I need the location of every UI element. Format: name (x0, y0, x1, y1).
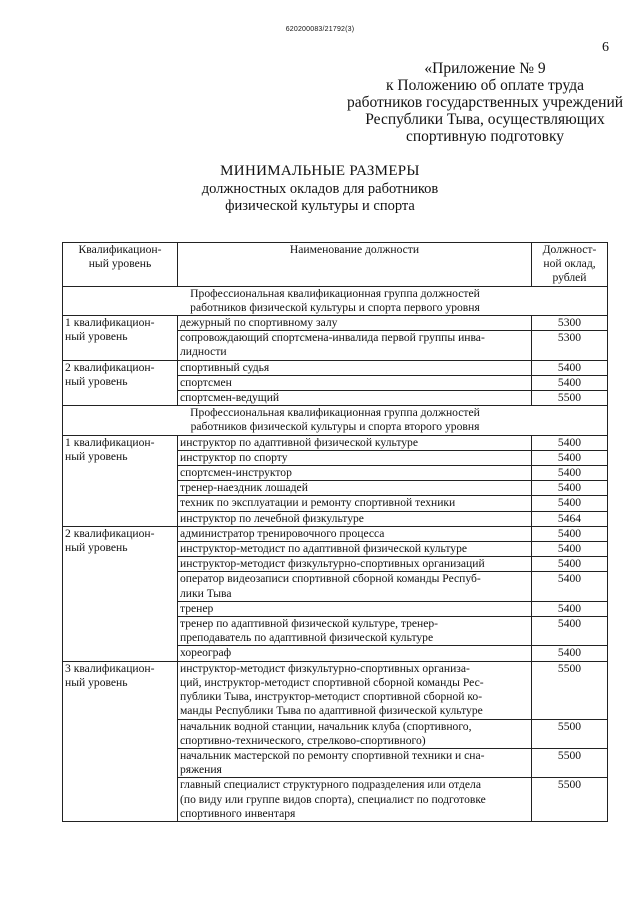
qualification-level: 2 квалификацион- ный уровень (63, 526, 178, 661)
salary-value: 5400 (532, 601, 608, 616)
title-line: МИНИМАЛЬНЫЕ РАЗМЕРЫ (220, 163, 420, 179)
title-line: физической культуры и спорта (225, 198, 415, 214)
position-name: тренер-наездник лошадей (178, 481, 532, 496)
appendix-line: «Приложение № 9 (424, 60, 546, 77)
position-name: инструктор-методист по адаптивной физической культуре (178, 542, 532, 557)
salary-value: 5300 (532, 331, 608, 360)
salary-value: 5400 (532, 646, 608, 661)
salary-value: 5400 (532, 617, 608, 646)
position-name: начальник мастерской по ремонту спортивной техники и сна- ряжения (178, 748, 532, 777)
salary-value: 5500 (532, 748, 608, 777)
position-name: техник по эксплуатации и ремонту спортивной техники (178, 496, 532, 511)
salary-value: 5400 (532, 526, 608, 541)
salary-value: 5500 (532, 719, 608, 748)
position-name: спортсмен-инструктор (178, 466, 532, 481)
appendix-line: работников государственных учреждений (346, 94, 624, 111)
salary-value: 5400 (532, 360, 608, 375)
salary-value: 5400 (532, 375, 608, 390)
salary-value: 5400 (532, 572, 608, 601)
position-name: спортивный судья (178, 360, 532, 375)
group-caption-row (63, 406, 608, 435)
salary-value: 5400 (532, 450, 608, 465)
position-name: инструктор по лечебной физкультуре (178, 511, 532, 526)
qualification-level: 1 квалификацион- ный уровень (63, 435, 178, 526)
position-name: тренер (178, 601, 532, 616)
group-caption: Профессиональная квалификационная группа должностей работников физической культуры и спорта первого уровня (63, 286, 608, 315)
position-name: инструктор-методист физкультурно-спортивных организаций (178, 557, 532, 572)
appendix-line: спортивную подготовку (405, 128, 565, 145)
salary-value: 5500 (532, 391, 608, 406)
salary-value: 5500 (532, 778, 608, 822)
salary-value: 5464 (532, 511, 608, 526)
salary-value: 5400 (532, 557, 608, 572)
salary-value: 5400 (532, 435, 608, 450)
table-row (63, 661, 608, 719)
appendix-line: к Положению об оплате труда (385, 77, 585, 94)
qualification-level: 1 квалификацион- ный уровень (63, 316, 178, 361)
position-name: администратор тренировочного процесса (178, 526, 532, 541)
qualification-level: 3 квалификацион- ный уровень (63, 661, 178, 821)
position-name: инструктор по спорту (178, 450, 532, 465)
group-caption-row (63, 286, 608, 315)
position-name: оператор видеозаписи спортивной сборной команды Респуб- лики Тыва (178, 572, 532, 601)
title-line: должностных окладов для работников (201, 180, 439, 197)
header-position: Наименование должности (178, 243, 532, 287)
position-name: сопровождающий спортсмена-инвалида первой группы инва- лидности (178, 331, 532, 360)
group-caption: Профессиональная квалификационная группа должностей работников физической культуры и спорта второго уровня (63, 406, 608, 435)
table-row (63, 435, 608, 450)
position-name: спортсмен (178, 375, 532, 390)
salary-value: 5300 (532, 316, 608, 331)
header-level: Квалификацион- ный уровень (63, 243, 178, 287)
salary-value: 5400 (532, 496, 608, 511)
salary-value: 5400 (532, 466, 608, 481)
table-row (63, 526, 608, 541)
position-name: инструктор по адаптивной физической культуре (178, 435, 532, 450)
salary-value: 5500 (532, 661, 608, 719)
salary-value: 5400 (532, 542, 608, 557)
position-name: дежурный по спортивному залу (178, 316, 532, 331)
table-body (63, 286, 608, 821)
page-number: 6 (602, 40, 609, 55)
salary-value: 5400 (532, 481, 608, 496)
qualification-level: 2 квалификацион- ный уровень (63, 360, 178, 406)
position-name: хореограф (178, 646, 532, 661)
position-name: начальник водной станции, начальник клуба (спортивного, спортивно-технического, стрелково-спортивного) (178, 719, 532, 748)
table-row (63, 360, 608, 375)
appendix-line: Республики Тыва, осуществляющих (365, 111, 605, 128)
table-header-row (63, 243, 608, 287)
salary-table (62, 242, 608, 822)
position-name: спортсмен-ведущий (178, 391, 532, 406)
position-name: главный специалист структурного подразделения или отдела (по виду или группе видов спорта), специалист по подготовке спортивного инвентаря (178, 778, 532, 822)
document-id: 620200083/21792(3) (285, 26, 355, 33)
document-title (0, 163, 640, 216)
table-row (63, 316, 608, 331)
appendix-header (330, 60, 640, 145)
position-name: инструктор-методист физкультурно-спортивных организа- ций, инструктор-методист спортивной сборной команды Рес- публики Тыва, инструктор-методист спортивной сборной ко- манды Республики Тыва по адаптивной физической культуре (178, 661, 532, 719)
header-salary: Должност- ной оклад, рублей (532, 243, 608, 287)
position-name: тренер по адаптивной физической культуре, тренер- преподаватель по адаптивной физической культуре (178, 617, 532, 646)
